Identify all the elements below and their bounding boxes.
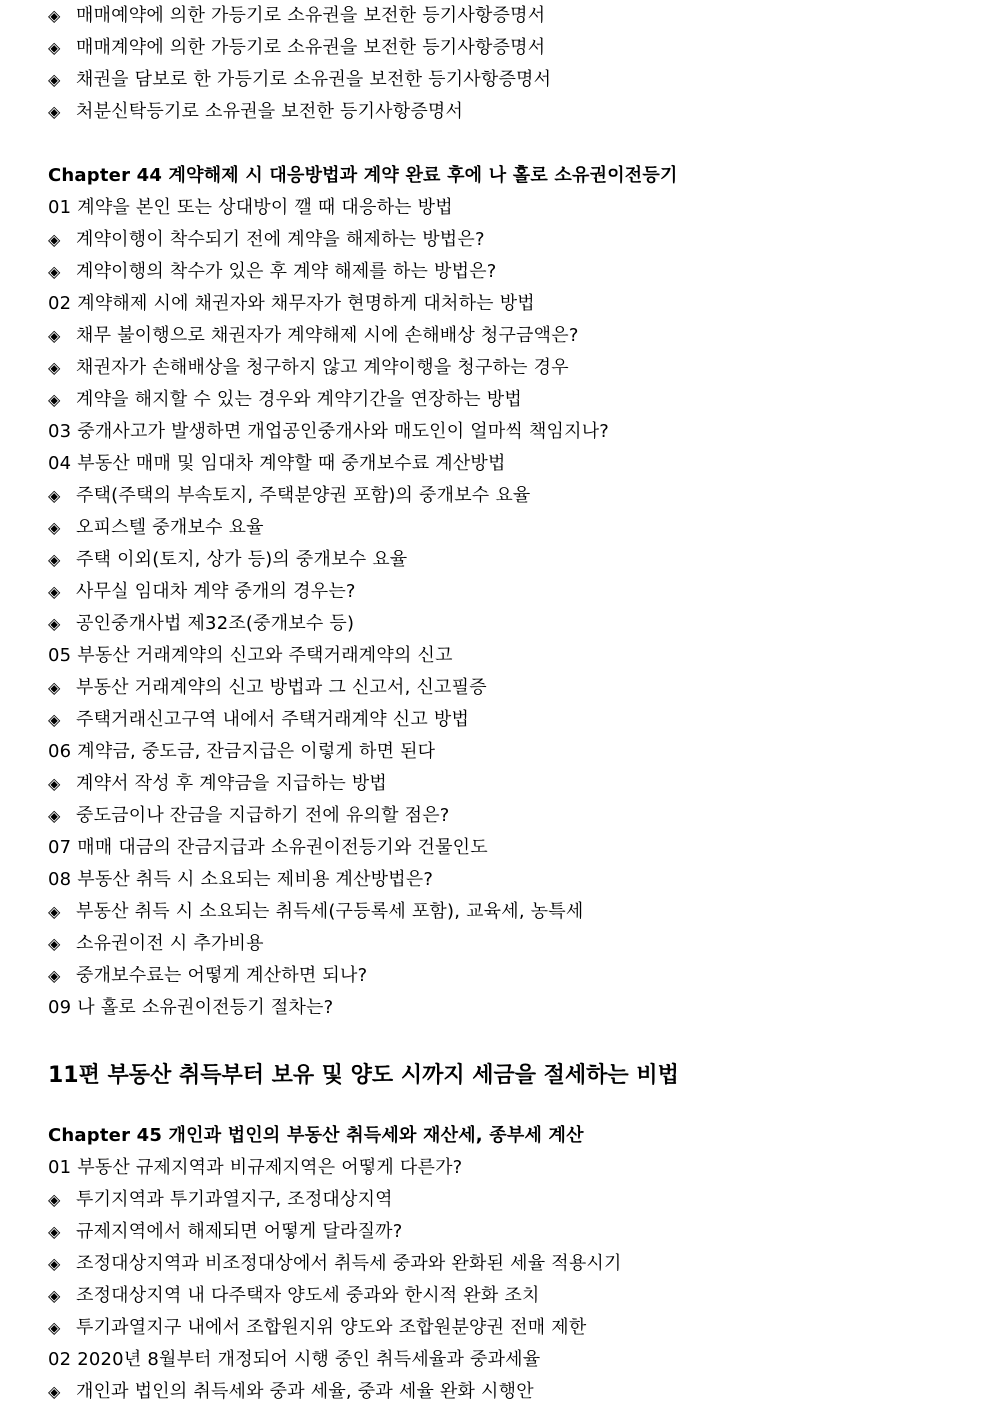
diamond-bullet-icon: ◈ (48, 774, 61, 793)
diamond-bullet-icon: ◈ (48, 1286, 61, 1305)
diamond-bullet-icon: ◈ (48, 614, 61, 633)
diamond-bullet-icon: ◈ (48, 390, 61, 409)
diamond-bullet-icon: ◈ (48, 1382, 61, 1401)
toc-bullet-item (48, 64, 968, 96)
toc-bullet-item (48, 896, 968, 928)
diamond-bullet-icon: ◈ (48, 1254, 61, 1273)
diamond-bullet-icon: ◈ (48, 1222, 61, 1241)
toc-bullet-text: 개인과 법인의 취득세와 중과 세율, 중과 세율 완화 시행안 (76, 1381, 534, 1402)
toc-bullet-text: 주택거래신고구역 내에서 주택거래계약 신고 방법 (76, 709, 470, 730)
toc-bullet-item (48, 800, 968, 832)
toc-bullet-item (48, 320, 968, 352)
toc-bullet-item (48, 672, 968, 704)
toc-bullet-text: 채권을 담보로 한 가등기로 소유권을 보전한 등기사항증명서 (76, 69, 552, 90)
document-page (48, 0, 968, 1408)
diamond-bullet-icon: ◈ (48, 230, 61, 249)
toc-numbered-item: 05 부동산 거래계약의 신고와 주택거래계약의 신고 (48, 645, 453, 666)
toc-bullet-text: 계약을 해지할 수 있는 경우와 계약기간을 연장하는 방법 (76, 389, 522, 410)
chapter-45-heading: Chapter 45 개인과 법인의 부동산 취득세와 재산세, 종부세 계산 (48, 1125, 584, 1146)
toc-bullet-text: 매매계약에 의한 가등기로 소유권을 보전한 등기사항증명서 (76, 37, 546, 58)
toc-block-c (48, 1152, 968, 1408)
toc-bullet-text: 오피스텔 중개보수 요율 (76, 517, 264, 538)
toc-bullet-text: 중개보수료는 어떻게 계산하면 되나? (76, 965, 368, 986)
toc-numbered-item: 04 부동산 매매 및 임대차 계약할 때 중개보수료 계산방법 (48, 453, 506, 474)
toc-block-a (48, 0, 968, 128)
toc-bullet-text: 투기지역과 투기과열지구, 조정대상지역 (76, 1189, 393, 1210)
toc-bullet-text: 사무실 임대차 계약 중개의 경우는? (76, 581, 356, 602)
toc-bullet-text: 계약이행이 착수되기 전에 계약을 해제하는 방법은? (76, 229, 485, 250)
toc-block-b (48, 192, 968, 1024)
toc-numbered-item: 03 중개사고가 발생하면 개업공인중개사와 매도인이 얼마씩 책임지나? (48, 421, 610, 442)
toc-bullet-item (48, 960, 968, 992)
toc-bullet-item (48, 224, 968, 256)
toc-bullet-text: 매매예약에 의한 가등기로 소유권을 보전한 등기사항증명서 (76, 5, 546, 26)
spacer (48, 1024, 968, 1056)
toc-numbered-item: 01 부동산 규제지역과 비규제지역은 어떻게 다른가? (48, 1157, 463, 1178)
toc-bullet-text: 조정대상지역 내 다주택자 양도세 중과와 한시적 완화 조치 (76, 1285, 540, 1306)
toc-numbered-item: 02 2020년 8월부터 개정되어 시행 중인 취득세율과 중과세율 (48, 1349, 541, 1370)
spacer (48, 128, 968, 160)
diamond-bullet-icon: ◈ (48, 966, 61, 985)
toc-bullet-item (48, 544, 968, 576)
toc-bullet-item (48, 256, 968, 288)
diamond-bullet-icon: ◈ (48, 38, 61, 57)
toc-bullet-text: 계약서 작성 후 계약금을 지급하는 방법 (76, 773, 388, 794)
toc-bullet-text: 규제지역에서 해제되면 어떻게 달라질까? (76, 1221, 403, 1242)
toc-bullet-text: 투기과열지구 내에서 조합원지위 양도와 조합원분양권 전매 제한 (76, 1317, 587, 1338)
toc-bullet-text: 조정대상지역과 비조정대상에서 취득세 중과와 완화된 세율 적용시기 (76, 1253, 622, 1274)
toc-bullet-item (48, 1184, 968, 1216)
toc-bullet-text: 계약이행의 착수가 있은 후 계약 해제를 하는 방법은? (76, 261, 497, 282)
toc-bullet-item (48, 1312, 968, 1344)
toc-bullet-text: 중도금이나 잔금을 지급하기 전에 유의할 점은? (76, 805, 450, 826)
toc-bullet-text: 채권자가 손해배상을 청구하지 않고 계약이행을 청구하는 경우 (76, 357, 569, 378)
toc-numbered-item: 07 매매 대금의 잔금지급과 소유권이전등기와 건물인도 (48, 837, 488, 858)
toc-bullet-item (48, 608, 968, 640)
toc-numbered-item: 02 계약해제 시에 채권자와 채무자가 현명하게 대처하는 방법 (48, 293, 535, 314)
diamond-bullet-icon: ◈ (48, 70, 61, 89)
diamond-bullet-icon: ◈ (48, 102, 61, 121)
diamond-bullet-icon: ◈ (48, 518, 61, 537)
toc-bullet-item (48, 1216, 968, 1248)
diamond-bullet-icon: ◈ (48, 806, 61, 825)
toc-bullet-item (48, 512, 968, 544)
toc-numbered-item: 01 계약을 본인 또는 상대방이 깰 때 대응하는 방법 (48, 197, 453, 218)
toc-bullet-item (48, 768, 968, 800)
toc-bullet-text: 소유권이전 시 추가비용 (76, 933, 264, 954)
diamond-bullet-icon: ◈ (48, 678, 61, 697)
toc-bullet-text: 주택(주택의 부속토지, 주택분양권 포함)의 중개보수 요율 (76, 485, 531, 506)
toc-bullet-text: 채무 불이행으로 채권자가 계약해제 시에 손해배상 청구금액은? (76, 325, 579, 346)
toc-bullet-item (48, 0, 968, 32)
toc-bullet-item (48, 704, 968, 736)
toc-numbered-item: 09 나 홀로 소유권이전등기 절차는? (48, 997, 334, 1018)
diamond-bullet-icon: ◈ (48, 1318, 61, 1337)
diamond-bullet-icon: ◈ (48, 486, 61, 505)
toc-bullet-item (48, 480, 968, 512)
toc-bullet-item (48, 384, 968, 416)
diamond-bullet-icon: ◈ (48, 6, 61, 25)
toc-bullet-text: 처분신탁등기로 소유권을 보전한 등기사항증명서 (76, 101, 464, 122)
toc-bullet-text: 주택 이외(토지, 상가 등)의 중개보수 요율 (76, 549, 408, 570)
toc-bullet-text: 공인중개사법 제32조(중개보수 등) (76, 613, 355, 634)
diamond-bullet-icon: ◈ (48, 902, 61, 921)
toc-bullet-item (48, 576, 968, 608)
toc-bullet-item (48, 1280, 968, 1312)
diamond-bullet-icon: ◈ (48, 358, 61, 377)
toc-numbered-item: 06 계약금, 중도금, 잔금지급은 이렇게 하면 된다 (48, 741, 436, 762)
toc-bullet-item (48, 928, 968, 960)
toc-bullet-text: 부동산 취득 시 소요되는 취득세(구등록세 포함), 교육세, 농특세 (76, 901, 584, 922)
spacer (48, 1096, 968, 1120)
toc-bullet-item (48, 96, 968, 128)
diamond-bullet-icon: ◈ (48, 582, 61, 601)
toc-bullet-item (48, 1248, 968, 1280)
toc-bullet-item (48, 1376, 968, 1408)
toc-bullet-item (48, 352, 968, 384)
toc-bullet-text: 부동산 거래계약의 신고 방법과 그 신고서, 신고필증 (76, 677, 487, 698)
diamond-bullet-icon: ◈ (48, 934, 61, 953)
diamond-bullet-icon: ◈ (48, 550, 61, 569)
diamond-bullet-icon: ◈ (48, 262, 61, 281)
diamond-bullet-icon: ◈ (48, 1190, 61, 1209)
toc-numbered-item: 08 부동산 취득 시 소요되는 제비용 계산방법은? (48, 869, 434, 890)
part-11-heading: 11편 부동산 취득부터 보유 및 양도 시까지 세금을 절세하는 비법 (48, 1063, 679, 1088)
diamond-bullet-icon: ◈ (48, 710, 61, 729)
diamond-bullet-icon: ◈ (48, 326, 61, 345)
chapter-44-heading: Chapter 44 계약해제 시 대응방법과 계약 완료 후에 나 홀로 소유권이전등기 (48, 165, 678, 186)
toc-bullet-item (48, 32, 968, 64)
